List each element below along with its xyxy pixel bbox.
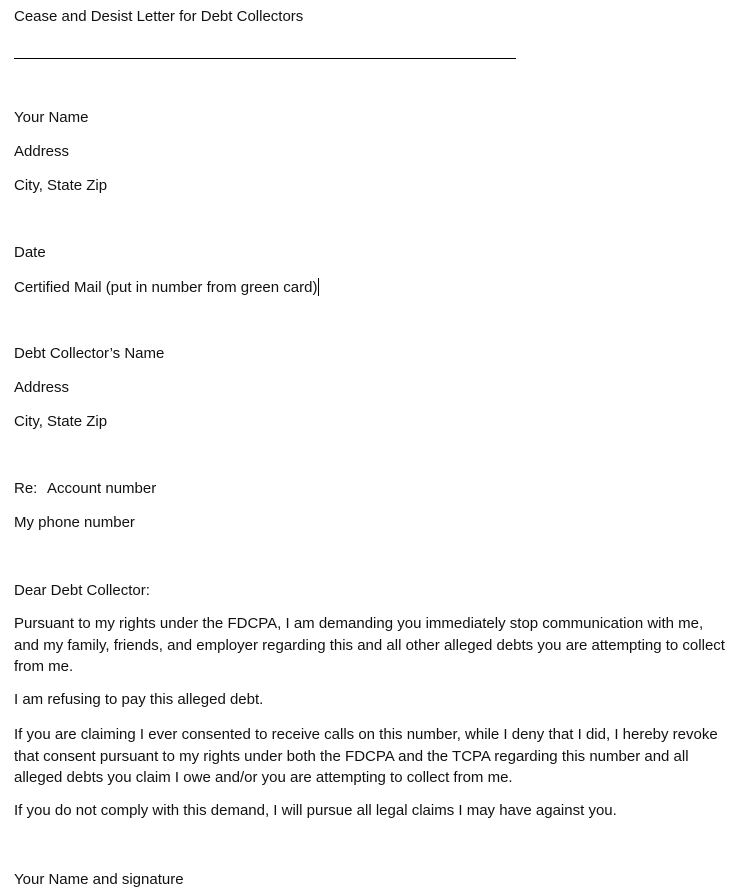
sender-address: Address xyxy=(14,143,70,160)
reference-account: Account number xyxy=(47,480,157,497)
recipient-city-state-zip: City, State Zip xyxy=(14,413,108,430)
closing-signature: Your Name and signature xyxy=(14,871,184,888)
reference-label: Re: xyxy=(14,480,38,497)
body-paragraph-2: I am refusing to pay this alleged debt. xyxy=(14,691,264,708)
certified-mail-line xyxy=(14,278,319,297)
letter-date: Date xyxy=(14,244,46,261)
body-paragraph-1: Pursuant to my rights under the FDCPA, I am demanding you immediately stop communication with me, and my family, friends, and employer regarding this and all other alleged debts you are attempting to collect from me. xyxy=(14,615,725,675)
body-paragraph-3: If you are claiming I ever consented to receive calls on this number, while I deny that I did, I hereby revoke that consent pursuant to my rights under both the FDCPA and the TCPA regarding this number and all alleged debts you claim I owe and/or you are attempting to collect from me. xyxy=(14,726,718,786)
body-paragraph-4: If you do not comply with this demand, I will pursue all legal claims I may have against you. xyxy=(14,802,617,819)
sender-city-state-zip: City, State Zip xyxy=(14,177,108,194)
certified-mail-text: Certified Mail (put in number from green card) xyxy=(14,279,318,296)
text-cursor xyxy=(318,278,319,296)
salutation: Dear Debt Collector: xyxy=(14,582,150,599)
recipient-address: Address xyxy=(14,379,70,396)
document-title: Cease and Desist Letter for Debt Collectors xyxy=(14,8,304,25)
sender-name: Your Name xyxy=(14,109,89,126)
recipient-name: Debt Collector’s Name xyxy=(14,345,165,362)
reference-line xyxy=(14,480,156,498)
title-underline xyxy=(14,58,516,59)
reference-phone: My phone number xyxy=(14,514,135,531)
